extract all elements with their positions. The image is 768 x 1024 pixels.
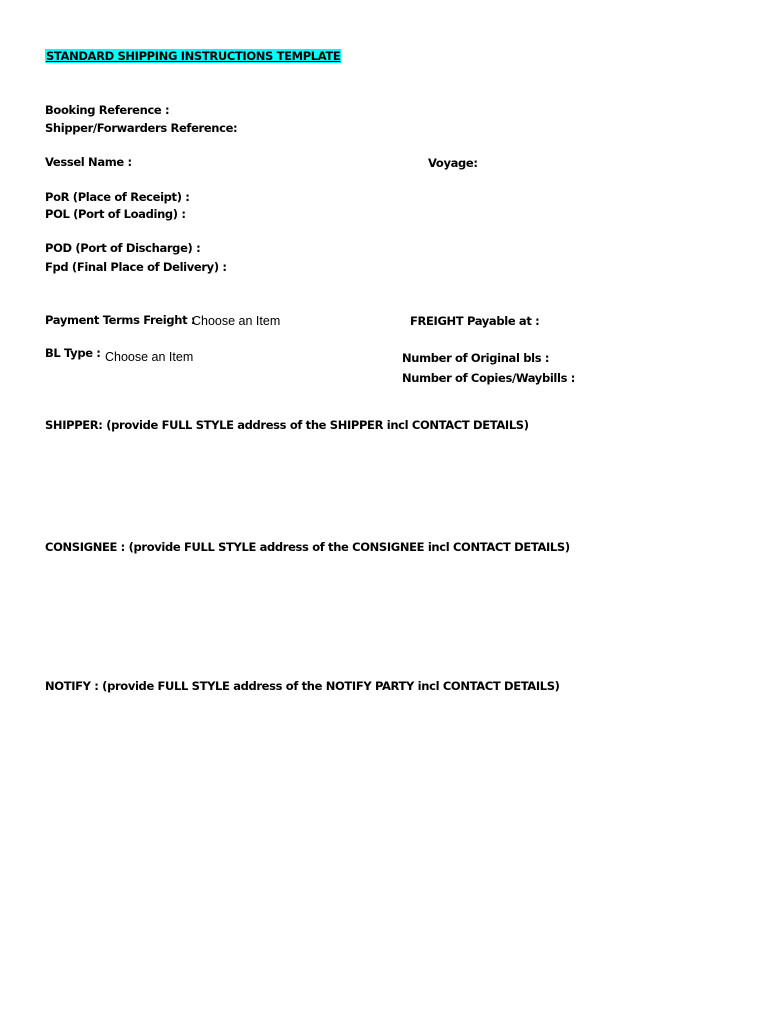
voyage-label: Voyage: [428, 156, 478, 170]
pod-label: POD (Port of Discharge) : [45, 241, 201, 255]
shipper-forwarders-reference-label: Shipper/Forwarders Reference: [45, 121, 238, 135]
payment-terms-dropdown[interactable]: Choose an Item [192, 314, 281, 328]
number-copies-waybills-label: Number of Copies/Waybills : [402, 371, 576, 385]
por-label: PoR (Place of Receipt) : [45, 190, 190, 204]
number-original-bls-label: Number of Original bls : [402, 351, 550, 365]
document-title: STANDARD SHIPPING INSTRUCTIONS TEMPLATE [46, 49, 341, 63]
bl-type-label: BL Type : [45, 346, 101, 360]
fpd-label: Fpd (Final Place of Delivery) : [45, 260, 227, 274]
vessel-name-label: Vessel Name : [45, 155, 132, 169]
freight-payable-at-label: FREIGHT Payable at : [410, 314, 540, 328]
shipper-section-heading: SHIPPER: (provide FULL STYLE address of the SHIPPER incl CONTACT DETAILS) [45, 418, 529, 432]
payment-terms-freight-label: Payment Terms Freight : [45, 313, 196, 327]
booking-reference-label: Booking Reference : [45, 103, 170, 117]
notify-section-heading: NOTIFY : (provide FULL STYLE address of the NOTIFY PARTY incl CONTACT DETAILS) [45, 679, 560, 693]
bl-type-dropdown[interactable]: Choose an Item [105, 350, 194, 364]
pol-label: POL (Port of Loading) : [45, 207, 186, 221]
consignee-section-heading: CONSIGNEE : (provide FULL STYLE address of the CONSIGNEE incl CONTACT DETAILS) [45, 540, 570, 554]
